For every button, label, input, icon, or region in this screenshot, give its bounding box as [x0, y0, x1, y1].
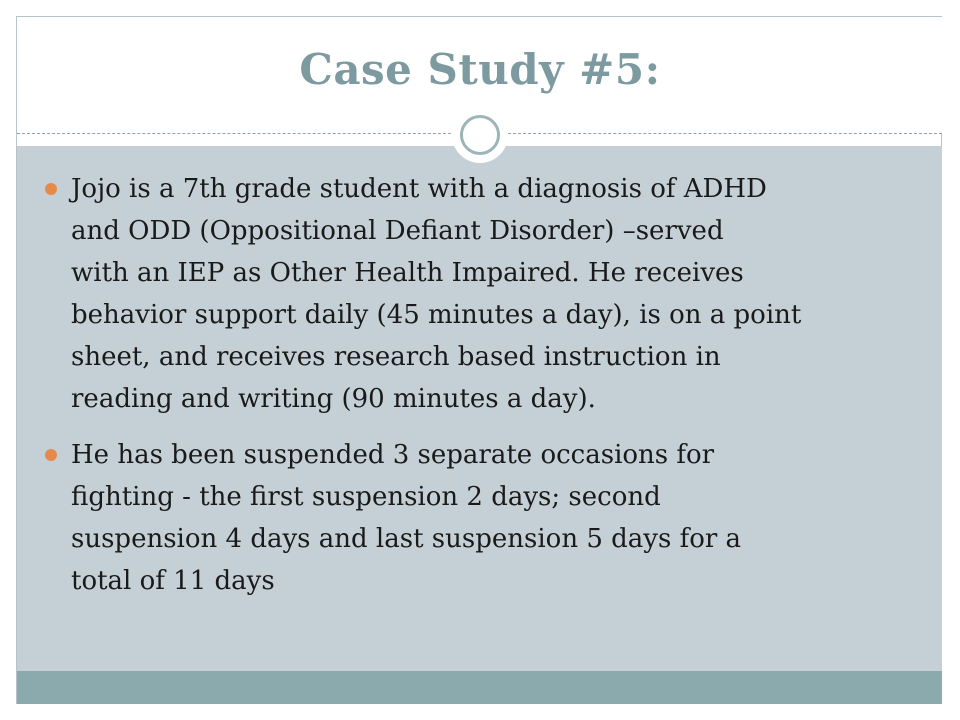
circle-ornament-icon [452, 107, 508, 163]
bullet-list [45, 168, 925, 616]
footer-bar [17, 671, 942, 704]
circle-ornament-inner [460, 115, 500, 155]
bullet-dot-icon [45, 183, 57, 195]
slide-title: Case Study #5: [299, 45, 661, 94]
bullet-dot-icon [45, 449, 57, 461]
bullet-item [45, 168, 925, 420]
bullet-item [45, 434, 925, 602]
bullet-text: He has been suspended 3 separate occasions for fighting - the first suspension 2 days; second suspension 4 days and last suspension 5 days for a total of 11 days [71, 440, 742, 596]
bullet-text: Jojo is a 7th grade student with a diagnosis of ADHD and ODD (Oppositional Defiant Disorder) –served with an IEP as Other Health Impaired. He receives behavior support daily (45 minutes a day), is on a point sheet, and receives research based instruction in reading and writing (90 minutes a day). [71, 174, 802, 414]
